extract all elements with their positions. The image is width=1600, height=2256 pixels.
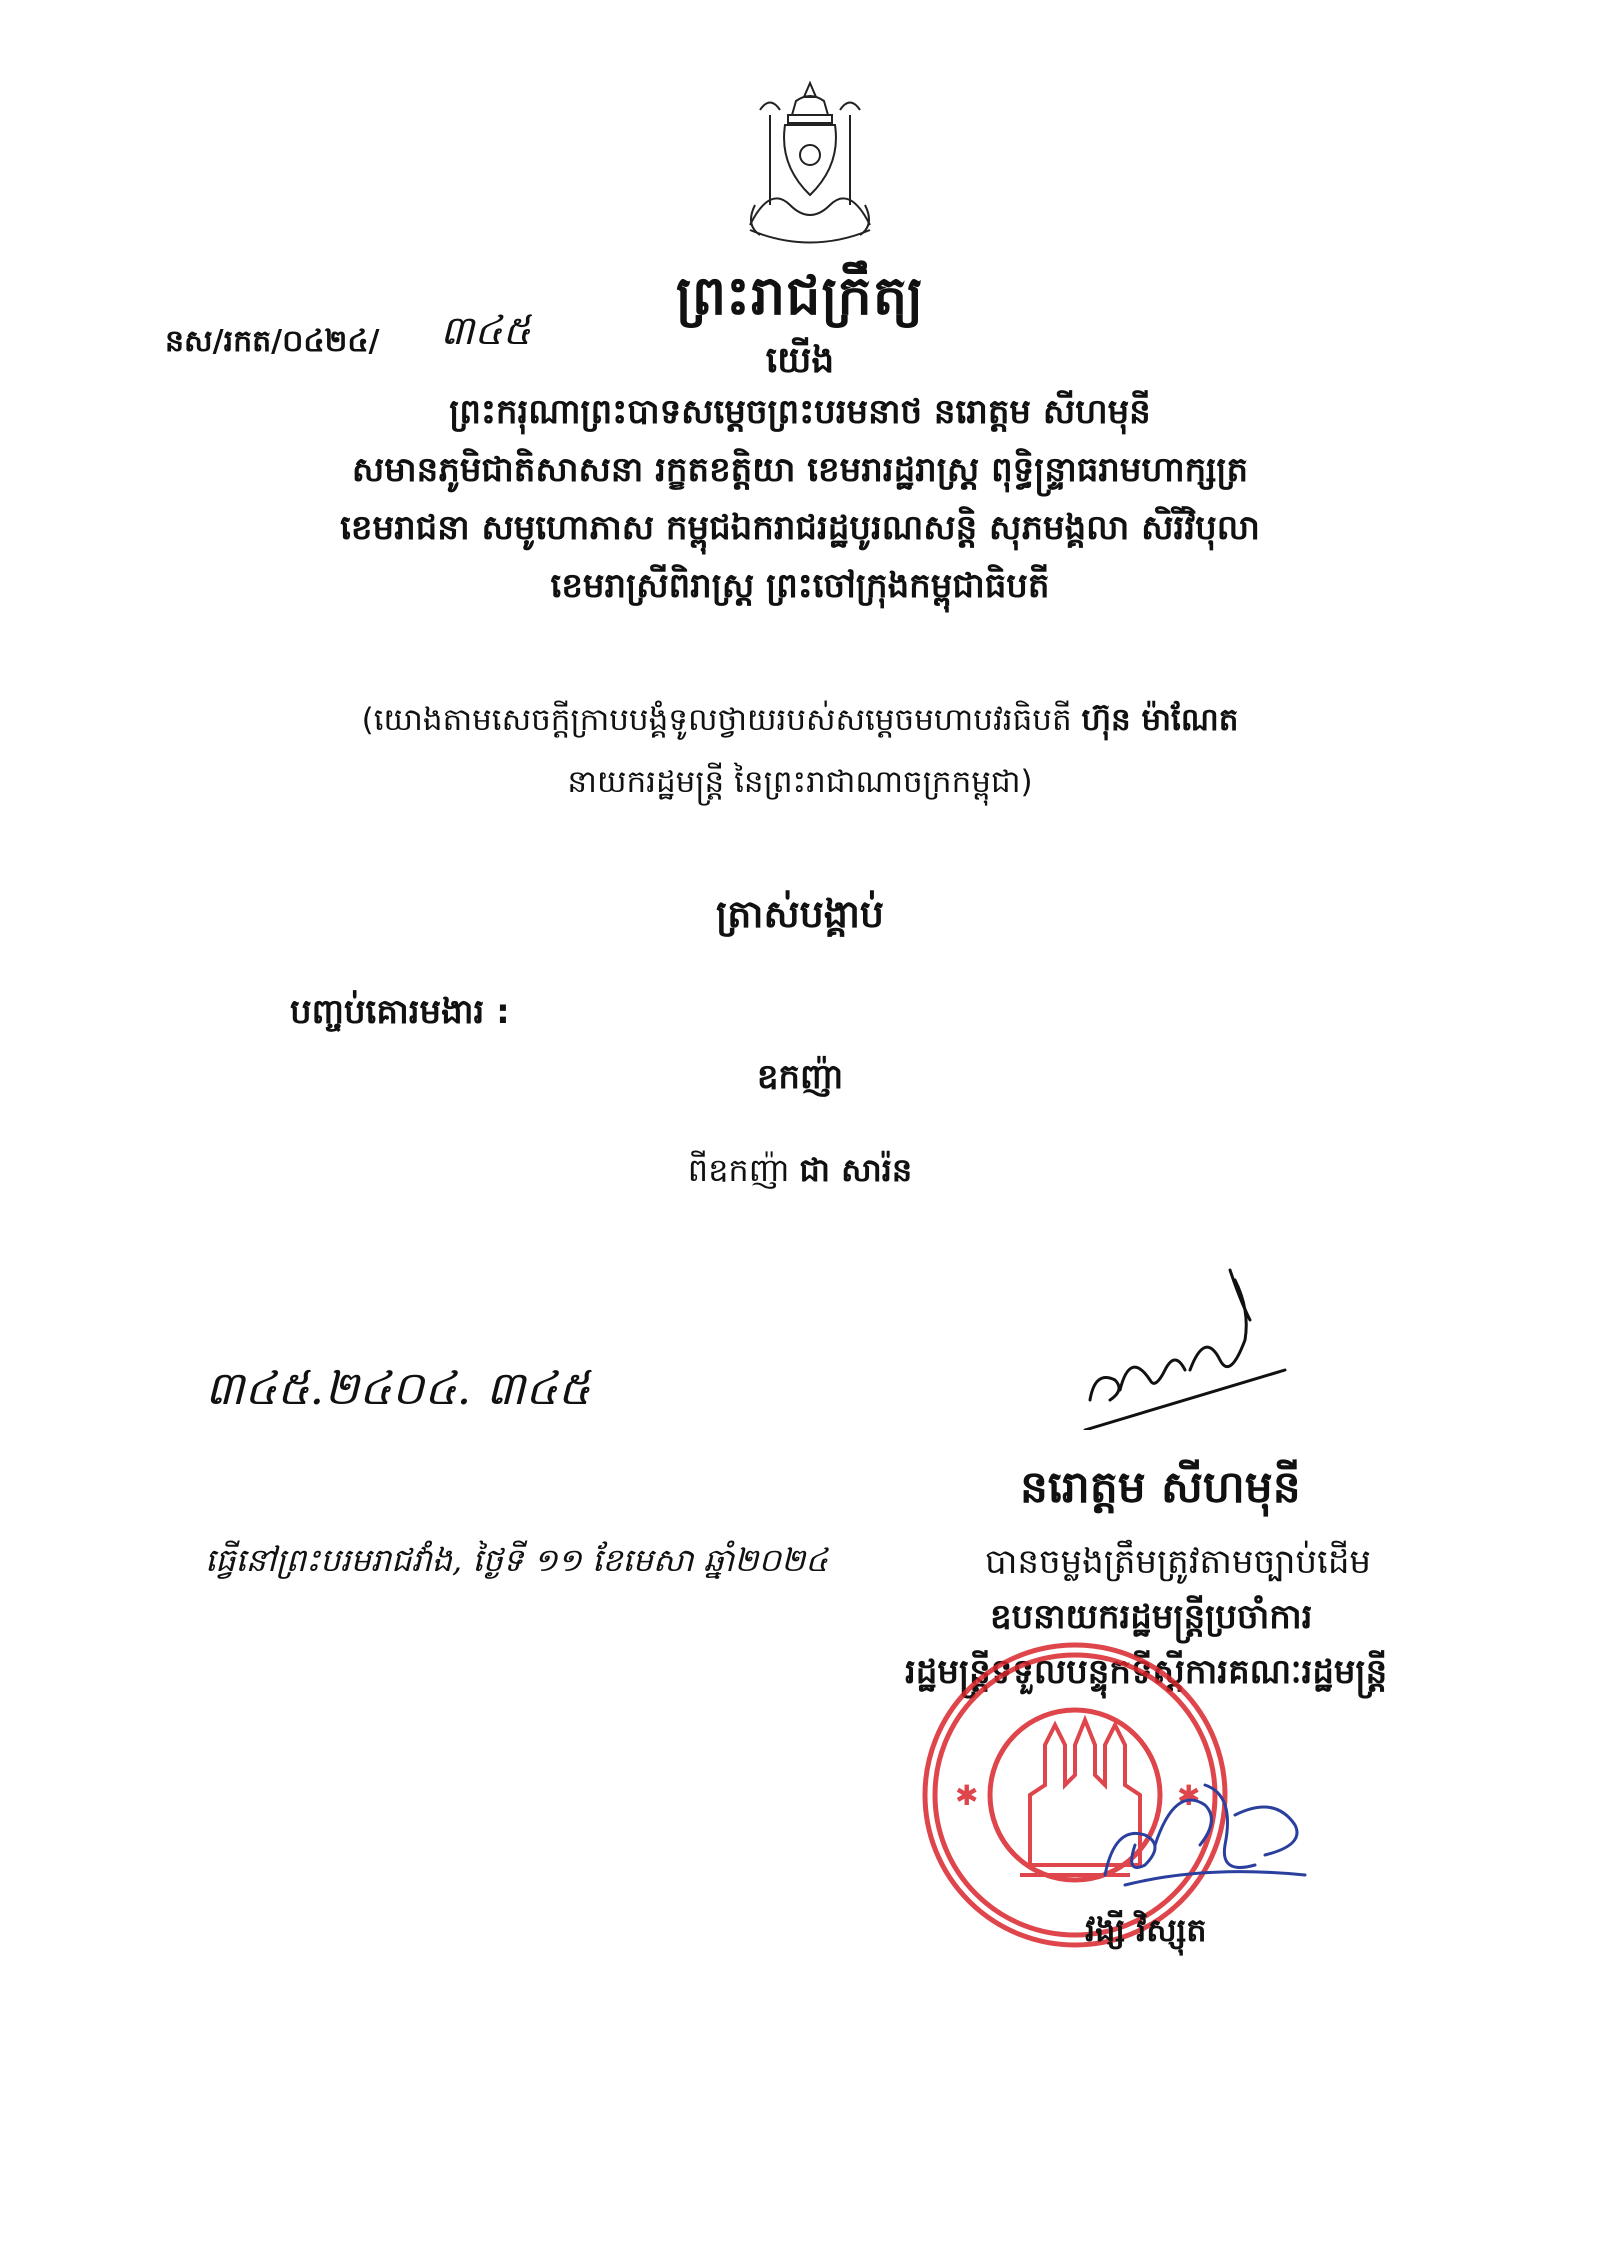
decrees-heading: ត្រាស់បង្គាប់	[715, 892, 885, 936]
royal-title-line: ខេមរាស្រីពិរាស្ត្រ ព្រះចៅក្រុងកម្ពុជាធិបតី	[550, 566, 1050, 606]
proposal-line	[0, 700, 1600, 740]
king-signature-icon	[1080, 1250, 1300, 1430]
proposal-line-2: នាយករដ្ឋមន្ត្រី នៃព្រះរាជាណាចក្រកម្ពុជា)	[567, 764, 1033, 800]
certified-copy-text: បានចម្លងត្រឹមត្រូវតាមច្បាប់ដើម	[985, 1542, 1371, 1582]
svg-text:✱: ✱	[955, 1779, 979, 1812]
king-name: នរោត្តម សីហមុនី	[1020, 1462, 1301, 1513]
person-prefix: ពីឧកញ៉ា	[687, 1151, 800, 1189]
royal-title-line: ព្រះករុណាព្រះបាទសម្តេចព្រះបរមនាថ នរោត្តម សីហមុនី	[449, 392, 1151, 432]
date-line: ធ្វើនៅព្រះបរមរាជវាំង, ថ្ងៃទី ១១ ខែមេសា ឆ្នាំ២០២៤	[205, 1541, 828, 1579]
svg-text:✱: ✱	[1177, 1779, 1201, 1812]
rank-title: ឧកញ៉ា	[756, 1057, 844, 1097]
article-label: បញ្ចប់គោរមងារ :	[290, 992, 510, 1032]
prime-minister-name: ហ៊ុន ម៉ាណែត	[1081, 702, 1239, 738]
minister-title: រដ្ឋមន្ត្រីទទួលបន្ទុកទីស្តីការគណៈរដ្ឋមន្ត្រី	[905, 1652, 1388, 1692]
document-number: នស/រកត/០៤២៤/	[165, 324, 380, 359]
minister-signature-icon	[1085, 1755, 1325, 1895]
handwritten-number: ៣៤៥.២៤០៤. ៣៤៥	[205, 1361, 591, 1415]
we-heading: យើង	[765, 340, 835, 381]
person-line	[0, 1150, 1600, 1197]
person-name: ជា សារ៉ន	[799, 1151, 913, 1189]
deputy-title: ឧបនាយករដ្ឋមន្ត្រីប្រចាំការ	[990, 1597, 1313, 1637]
royal-coat-of-arms-icon	[730, 75, 890, 255]
proposal-prefix: (យោងតាមសេចក្តីក្រាបបង្គំទូលថ្វាយរបស់សម្តេចមហាបវរធិបតី	[361, 702, 1082, 738]
document-number-handwritten: ៣៤៥	[440, 308, 531, 354]
document-title: ព្រះរាជក្រឹត្យ	[675, 264, 925, 327]
royal-title-line: សមានភូមិជាតិសាសនា រក្ខតខត្តិយា ខេមរារដ្ឋរាស្ត្រ ពុទ្ធិន្ទ្រាធរាមហាក្សត្រ	[351, 450, 1249, 490]
signer-name: វង្សី វិស្សុត	[1085, 1911, 1207, 1949]
royal-title-line: ខេមរាជនា សមូហោភាស កម្ពុជឯករាជរដ្ឋបូរណសន្តិ សុភមង្គលា សិរីវិបុលា	[340, 508, 1260, 548]
